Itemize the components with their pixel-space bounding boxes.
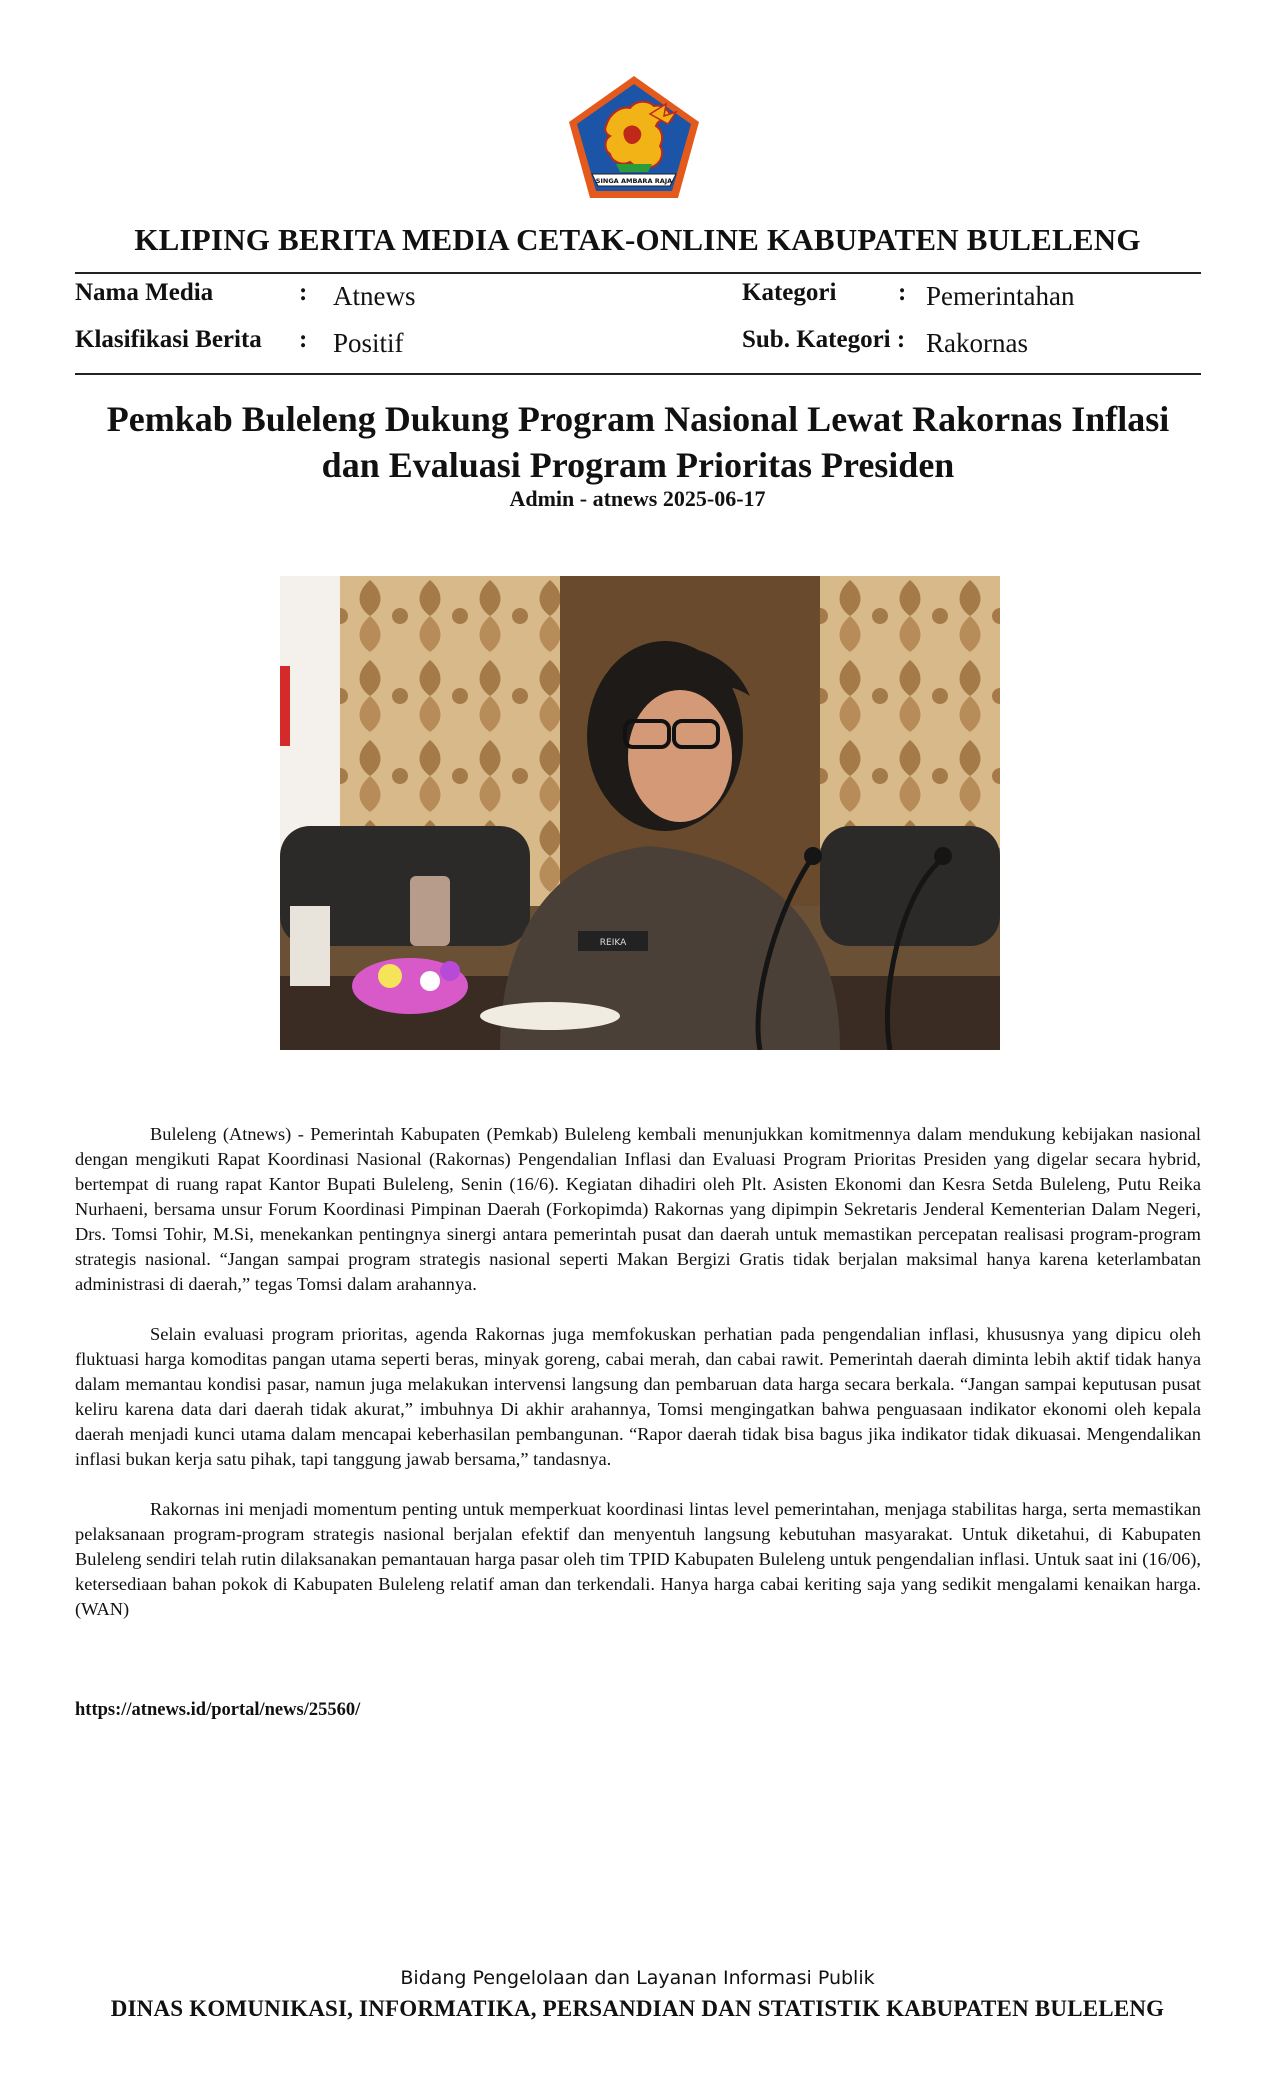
kategori-value: Pemerintahan xyxy=(926,281,1075,311)
nama-media-label: Nama Media xyxy=(75,279,214,306)
photo-nameplate-text: REIKA xyxy=(599,938,627,948)
kategori-label: Kategori xyxy=(742,279,837,306)
footer-division: Bidang Pengelolaan dan Layanan Informasi Publik xyxy=(400,1967,875,1989)
article-byline: Admin - atnews 2025-06-17 xyxy=(509,486,766,511)
buleleng-emblem-logo xyxy=(566,74,702,202)
logo-motto: SINGA AMBARA RAJA xyxy=(595,177,673,185)
kliping-title: KLIPING BERITA MEDIA CETAK-ONLINE KABUPATEN BULELENG xyxy=(134,222,1141,257)
footer-agency: DINAS KOMUNIKASI, INFORMATIKA, PERSANDIAN DAN STATISTIK KABUPATEN BULELENG xyxy=(110,1996,1165,2021)
klasifikasi-label: Klasifikasi Berita xyxy=(75,326,262,353)
klasifikasi-value: Positif xyxy=(333,328,404,358)
top-divider xyxy=(75,272,1201,274)
article-paragraph-2: Selain evaluasi program prioritas, agenda Rakornas juga memfokuskan perhatian pada pengendalian inflasi, khususnya yang dipicu oleh fluktuasi harga komoditas pangan utama seperti beras, minyak goreng, cabai merah, dan cabai rawit. Pemerintah daerah diminta lebih aktif tidak hanya dalam memantau kondisi pasar, namun juga melakukan intervensi langsung dan pembaruan data harga secara berkala. “Jangan sampai keputusan pusat keliru karena data dari daerah tidak akurat,” imbuhnya Di akhir arahannya, Tomsi mengingatkan bahwa penguasaan indikator ekonomi oleh kepala daerah menjadi kunci utama dalam mencapai keberhasilan pembangunan. “Rapor daerah tidak bisa bagus jika indikator tidak dikuasai. Mengendalikan inflasi bukan kerja satu pihak, tapi tanggung jawab bersama,” tandasnya. xyxy=(75,1324,1201,1469)
article-paragraph-3: Rakornas ini menjadi momentum penting untuk memperkuat koordinasi lintas level pemerintahan, menjaga stabilitas harga, serta memastikan pelaksanaan program-program strategis nasional berjalan efektif dan menyentuh langsung kebutuhan masyarakat. Untuk diketahui, di Kabupaten Buleleng sendiri telah rutin dilaksanakan pemantauan harga pasar oleh tim TPID Kabupaten Buleleng untuk pengendalian inflasi. Untuk saat ini (16/06), ketersediaan bahan pokok di Kabupaten Buleleng relatif aman dan terkendali. Hanya harga cabai keriting saja yang sedikit mengalami kenaikan harga. (WAN) xyxy=(75,1499,1201,1619)
headline-line-2: dan Evaluasi Program Prioritas Presiden xyxy=(321,445,955,485)
nama-media-colon: : xyxy=(299,279,308,306)
article-body xyxy=(75,1122,1201,1647)
klasifikasi-colon: : xyxy=(299,326,308,353)
source-link[interactable]: https://atnews.id/portal/news/25560/ xyxy=(75,1700,361,1720)
headline-line-1: Pemkab Buleleng Dukung Program Nasional Lewat Rakornas Inflasi xyxy=(106,399,1170,439)
sub-kategori-value: Rakornas xyxy=(926,328,1028,358)
article-headline xyxy=(75,396,1201,488)
article-photo xyxy=(280,576,1000,1050)
article-paragraph-1: Buleleng (Atnews) - Pemerintah Kabupaten (Pemkab) Buleleng kembali menunjukkan komitmennya dalam mendukung kebijakan nasional dengan mengikuti Rapat Koordinasi Nasional (Rakornas) Pengendalian Inflasi dan Evaluasi Program Prioritas Presiden yang digelar secara hybrid, bertempat di ruang rapat Kantor Bupati Buleleng, Senin (16/6). Kegiatan dihadiri oleh Plt. Asisten Ekonomi dan Kesra Setda Buleleng, Putu Reika Nurhaeni, bersama unsur Forum Koordinasi Pimpinan Daerah (Forkopimda) Rakornas yang dipimpin Sekretaris Jenderal Kementerian Dalam Negeri, Drs. Tomsi Tohir, M.Si, menekankan pentingnya sinergi antara pemerintah pusat dan daerah untuk memastikan percepatan realisasi program-program strategis nasional. “Jangan sampai program strategis nasional seperti Makan Bergizi Gratis tidak berjalan maksimal hanya karena keterlambatan administrasi di daerah,” tegas Tomsi dalam arahannya. xyxy=(75,1124,1201,1294)
nama-media-value: Atnews xyxy=(333,281,416,311)
bottom-divider xyxy=(75,373,1201,375)
sub-kategori-label: Sub. Kategori : xyxy=(742,326,906,353)
kategori-colon: : xyxy=(898,279,907,306)
